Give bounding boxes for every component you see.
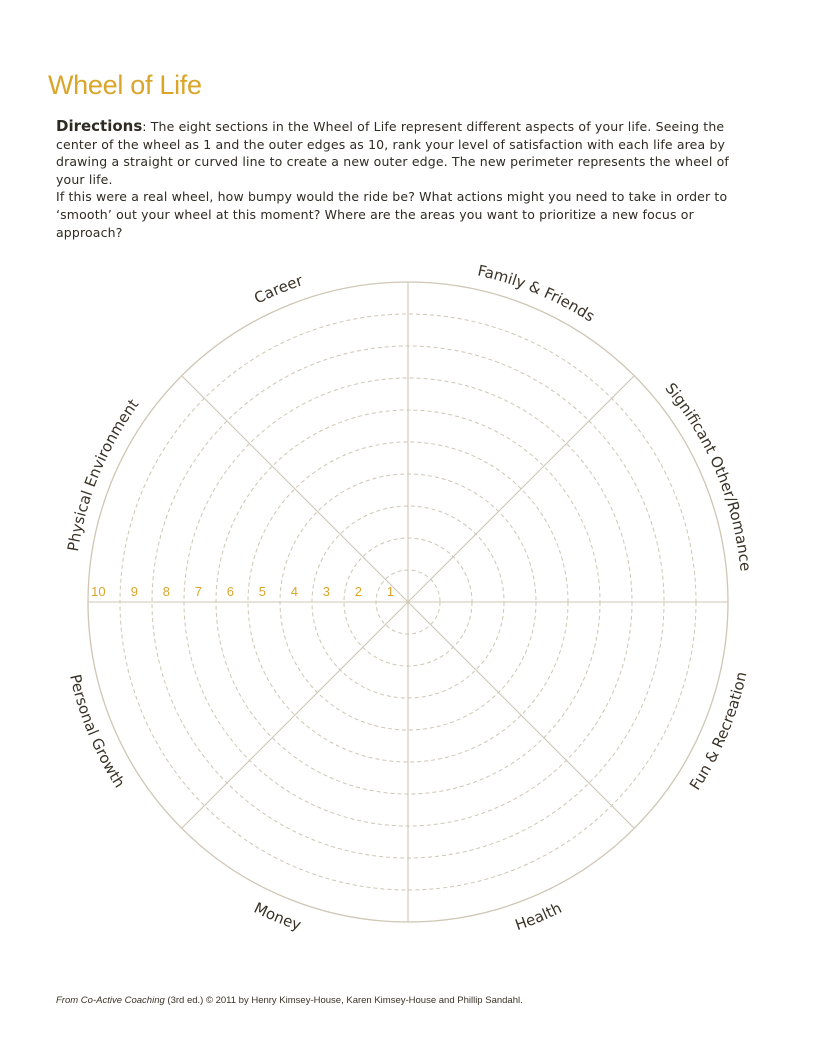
- footer-citation: [56, 995, 523, 1006]
- directions-body: : The eight sections in the Wheel of Life represent different aspects of your life. Seeing the center of the wheel as 1 and the outer edges as 10, rank your level of satisfaction with each life area by drawing a straight or curved line to create a new outer edge. The new perimeter represents the wheel of your life.: [56, 119, 729, 187]
- area-label-family-friends: Family & Friends: [475, 261, 598, 326]
- wheel-scale-numbers: [91, 584, 394, 599]
- directions-lead: Directions: [56, 117, 143, 135]
- scale-number-7: 7: [194, 584, 203, 599]
- scale-number-4: 4: [290, 584, 299, 599]
- page-title: Wheel of Life: [48, 70, 202, 100]
- scale-number-6: 6: [226, 584, 235, 599]
- directions-paragraph-2: If this were a real wheel, how bumpy would the ride be? What actions might you need to take in order to ‘smooth’ out your wheel at this moment? Where are the areas you want to prioritize a new focus or approach?: [56, 189, 728, 240]
- area-label-significant-other-romance: Significant Other/Romance: [661, 379, 755, 573]
- scale-number-10: 10: [91, 584, 106, 599]
- wheel-spokes: [88, 282, 728, 922]
- scale-number-8: 8: [162, 584, 171, 599]
- scale-number-2: 2: [354, 584, 363, 599]
- footer-source: From Co-Active Coaching: [56, 995, 165, 1006]
- scale-number-5: 5: [258, 584, 267, 599]
- footer-rest: (3rd ed.) © 2011 by Henry Kimsey-House, Karen Kimsey-House and Phillip Sandahl.: [164, 995, 523, 1006]
- area-label-physical-environment: Physical Environment: [63, 395, 143, 553]
- area-label-money: Money: [251, 898, 304, 935]
- area-label-career: Career: [251, 271, 305, 308]
- scale-number-3: 3: [322, 584, 331, 599]
- area-label-personal-growth: Personal Growth: [66, 672, 129, 791]
- area-label-fun-recreation: Fun & Recreation: [685, 670, 751, 794]
- scale-number-9: 9: [130, 584, 139, 599]
- area-label-health: Health: [512, 898, 565, 935]
- scale-number-1: 1: [386, 584, 395, 599]
